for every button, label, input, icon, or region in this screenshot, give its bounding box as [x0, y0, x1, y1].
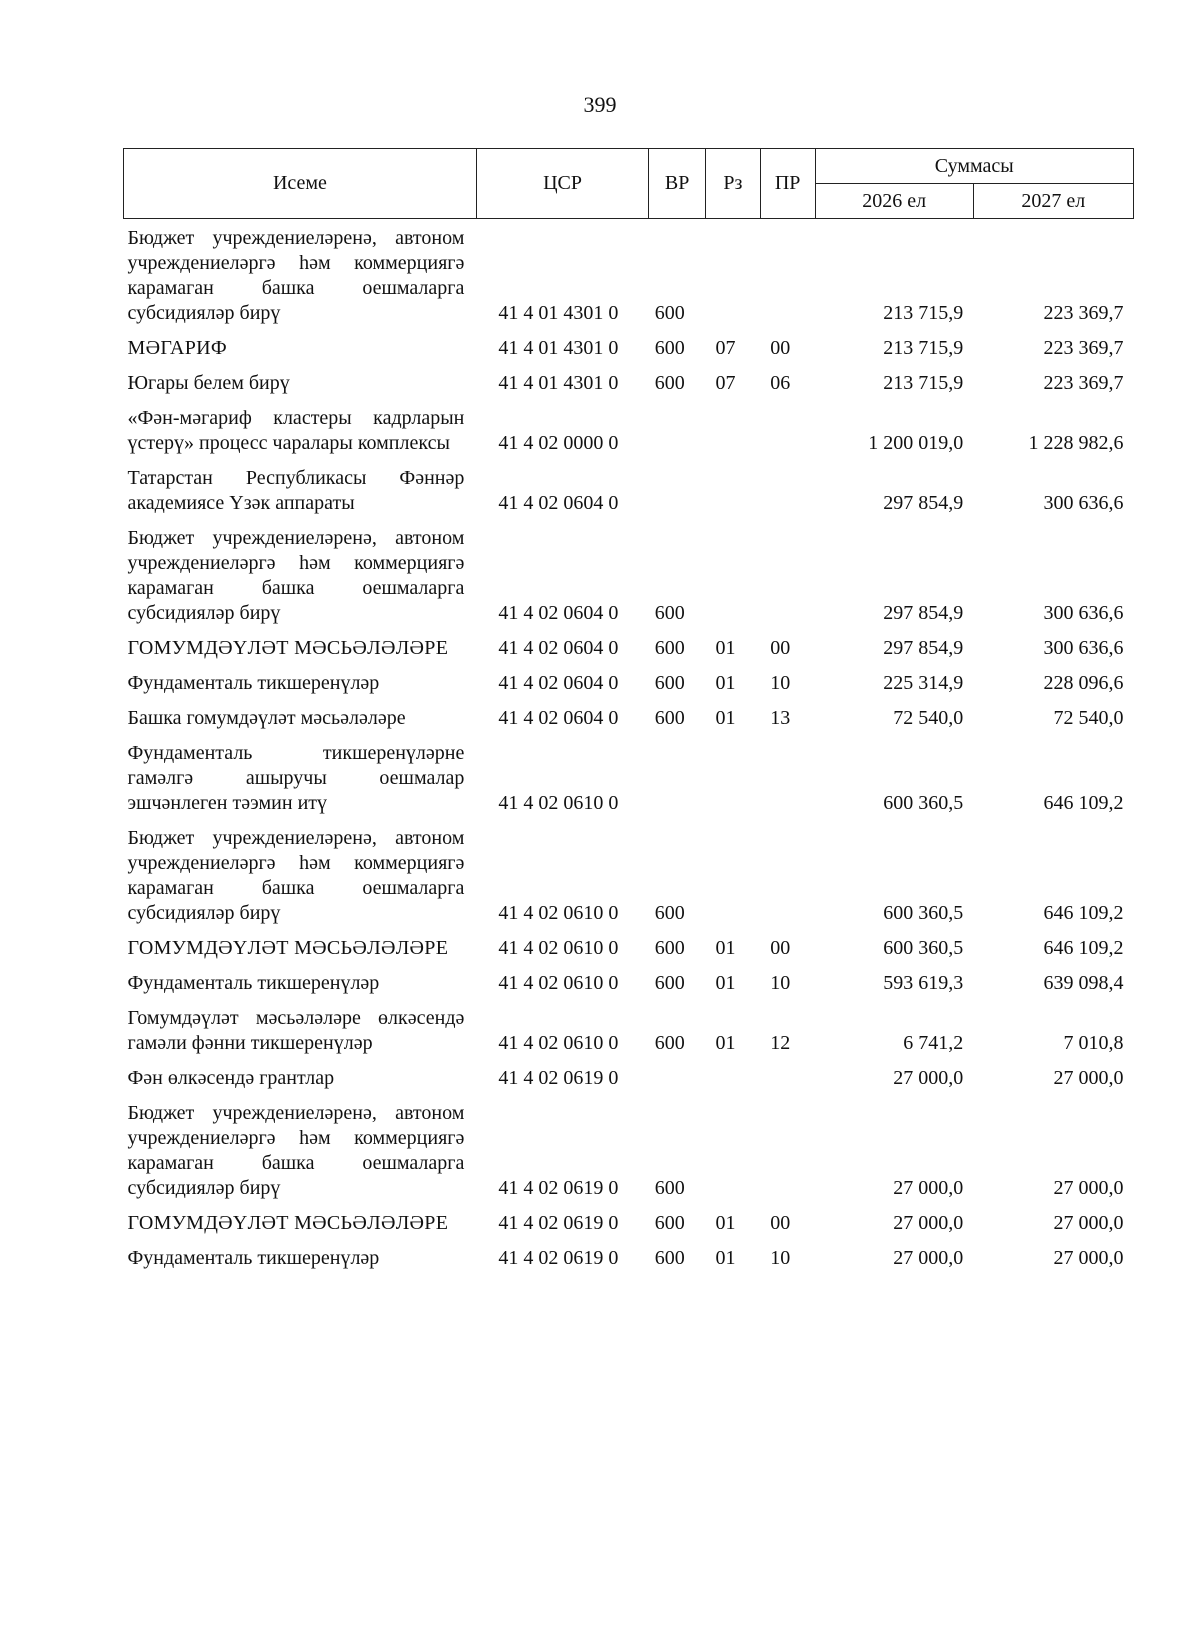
row-vr — [649, 734, 706, 819]
row-amount-2026: 27 000,0 — [893, 1067, 964, 1089]
header-sums: Суммасы — [815, 149, 1133, 184]
row-amount-2026: 297 854,9 — [883, 637, 964, 659]
row-pr: 10 — [770, 672, 791, 694]
row-name: Бюджет учреждениеләренә, автоном учреждениеләргә һәм коммерциягә карамаган башка оешмаларга субсидияләр бирү — [127, 227, 465, 324]
table-row — [124, 664, 1134, 699]
row-csr: 41 4 02 0604 0 — [498, 637, 619, 659]
row-vr — [649, 1059, 706, 1094]
table-header — [124, 149, 1134, 219]
table-row — [124, 1204, 1134, 1239]
row-pr — [760, 219, 815, 330]
row-rz: 01 — [715, 937, 736, 959]
table-row — [124, 999, 1134, 1059]
row-rz — [706, 459, 761, 519]
row-pr: 12 — [770, 1032, 791, 1054]
row-amount-2027: 646 109,2 — [1043, 902, 1124, 924]
row-amount-2026: 593 619,3 — [883, 972, 964, 994]
page-number: 399 — [583, 92, 617, 117]
row-amount-2026: 213 715,9 — [883, 302, 964, 324]
row-rz: 01 — [715, 1212, 736, 1234]
row-amount-2027: 223 369,7 — [1043, 372, 1124, 394]
table-body — [124, 219, 1134, 1275]
row-vr: 600 — [654, 637, 685, 659]
row-csr: 41 4 01 4301 0 — [498, 337, 619, 359]
row-amount-2026: 225 314,9 — [883, 672, 964, 694]
row-csr: 41 4 02 0604 0 — [498, 672, 619, 694]
row-name: Бюджет учреждениеләренә, автоном учреждениеләргә һәм коммерциягә карамаган башка оешмаларга субсидияләр бирү — [127, 827, 465, 924]
row-vr: 600 — [654, 937, 685, 959]
budget-table — [123, 148, 1134, 1274]
row-rz — [706, 734, 761, 819]
row-amount-2026: 6 741,2 — [903, 1032, 964, 1054]
row-pr: 13 — [770, 707, 791, 729]
row-pr — [760, 459, 815, 519]
table-row — [124, 699, 1134, 734]
header-year-2026: 2026 ел — [815, 184, 973, 219]
row-csr: 41 4 02 0610 0 — [498, 792, 619, 814]
table-row — [124, 819, 1134, 929]
row-name: Фундаменталь тикшеренүләрне гамәлгә ашыручы оешмалар эшчәнлеген тәэмин итү — [127, 742, 465, 814]
row-name: ГОМУМДӘҮЛӘТ МӘСЬӘЛӘЛӘРЕ — [127, 1212, 449, 1234]
row-name: Фундаменталь тикшеренүләр — [127, 672, 380, 694]
row-csr: 41 4 02 0619 0 — [498, 1212, 619, 1234]
row-vr: 600 — [654, 1212, 685, 1234]
row-csr: 41 4 01 4301 0 — [498, 372, 619, 394]
row-name: Фундаменталь тикшеренүләр — [127, 972, 380, 994]
row-name: Фән өлкәсендә грантлар — [127, 1067, 335, 1089]
row-amount-2026: 600 360,5 — [883, 902, 964, 924]
row-amount-2027: 646 109,2 — [1043, 792, 1124, 814]
row-csr: 41 4 02 0000 0 — [498, 432, 619, 454]
row-csr: 41 4 01 4301 0 — [498, 302, 619, 324]
row-amount-2026: 72 540,0 — [893, 707, 964, 729]
row-amount-2027: 27 000,0 — [1053, 1247, 1124, 1269]
row-rz: 01 — [715, 707, 736, 729]
row-vr — [649, 459, 706, 519]
row-amount-2027: 1 228 982,6 — [1028, 432, 1124, 454]
table-row — [124, 1239, 1134, 1274]
row-pr — [760, 399, 815, 459]
row-name: МӘГАРИФ — [127, 337, 228, 359]
row-amount-2027: 223 369,7 — [1043, 302, 1124, 324]
row-csr: 41 4 02 0604 0 — [498, 602, 619, 624]
table-row — [124, 519, 1134, 629]
row-rz — [706, 399, 761, 459]
row-vr: 600 — [654, 902, 685, 924]
row-rz: 07 — [715, 337, 736, 359]
row-amount-2026: 213 715,9 — [883, 337, 964, 359]
row-amount-2026: 213 715,9 — [883, 372, 964, 394]
row-amount-2026: 1 200 019,0 — [868, 432, 964, 454]
table-row — [124, 329, 1134, 364]
row-amount-2027: 27 000,0 — [1053, 1212, 1124, 1234]
row-amount-2027: 300 636,6 — [1043, 492, 1124, 514]
row-amount-2027: 72 540,0 — [1053, 707, 1124, 729]
row-amount-2026: 297 854,9 — [883, 492, 964, 514]
row-csr: 41 4 02 0610 0 — [498, 937, 619, 959]
row-csr: 41 4 02 0619 0 — [498, 1247, 619, 1269]
row-amount-2027: 7 010,8 — [1063, 1032, 1124, 1054]
table-row — [124, 219, 1134, 330]
row-pr — [760, 519, 815, 629]
table-row — [124, 364, 1134, 399]
header-vr: ВР — [649, 149, 706, 219]
row-rz — [706, 819, 761, 929]
row-amount-2026: 27 000,0 — [893, 1177, 964, 1199]
row-name: Фундаменталь тикшеренүләр — [127, 1247, 380, 1269]
row-rz — [706, 219, 761, 330]
row-name: Югары белем бирү — [127, 372, 290, 394]
row-name: Гомумдәүләт мәсьәләләре өлкәсендә гамәли фәнни тикшеренүләр — [127, 1007, 465, 1054]
row-amount-2026: 27 000,0 — [893, 1212, 964, 1234]
row-amount-2027: 27 000,0 — [1053, 1177, 1124, 1199]
row-pr: 10 — [770, 1247, 791, 1269]
row-vr: 600 — [654, 707, 685, 729]
header-rz: Рз — [706, 149, 761, 219]
row-name: «Фән-мәгариф кластеры кадрларын үстерү» процесс чаралары комплексы — [127, 407, 465, 454]
row-rz — [706, 1094, 761, 1204]
row-csr: 41 4 02 0610 0 — [498, 972, 619, 994]
row-vr: 600 — [654, 602, 685, 624]
row-name: ГОМУМДӘҮЛӘТ МӘСЬӘЛӘЛӘРЕ — [127, 937, 449, 959]
header-csr: ЦСР — [476, 149, 648, 219]
row-rz: 01 — [715, 672, 736, 694]
table-row — [124, 964, 1134, 999]
table-row — [124, 1059, 1134, 1094]
row-rz — [706, 1059, 761, 1094]
row-csr: 41 4 02 0619 0 — [498, 1067, 619, 1089]
header-pr: ПР — [760, 149, 815, 219]
row-amount-2027: 228 096,6 — [1043, 672, 1124, 694]
row-name: Бюджет учреждениеләренә, автоном учреждениеләргә һәм коммерциягә карамаган башка оешмаларга субсидияләр бирү — [127, 527, 465, 624]
table-row — [124, 734, 1134, 819]
row-pr: 00 — [770, 1212, 791, 1234]
row-vr: 600 — [654, 372, 685, 394]
table-row — [124, 459, 1134, 519]
row-pr: 06 — [770, 372, 791, 394]
row-vr — [649, 399, 706, 459]
row-vr: 600 — [654, 337, 685, 359]
row-csr: 41 4 02 0604 0 — [498, 492, 619, 514]
row-amount-2026: 297 854,9 — [883, 602, 964, 624]
row-pr: 00 — [770, 937, 791, 959]
table-row — [124, 629, 1134, 664]
row-vr: 600 — [654, 1177, 685, 1199]
row-rz: 01 — [715, 1032, 736, 1054]
row-amount-2027: 639 098,4 — [1043, 972, 1124, 994]
row-pr — [760, 819, 815, 929]
table-row — [124, 929, 1134, 964]
row-rz: 07 — [715, 372, 736, 394]
row-pr — [760, 1094, 815, 1204]
row-amount-2027: 223 369,7 — [1043, 337, 1124, 359]
row-name: ГОМУМДӘҮЛӘТ МӘСЬӘЛӘЛӘРЕ — [127, 637, 449, 659]
row-vr: 600 — [654, 672, 685, 694]
row-csr: 41 4 02 0604 0 — [498, 707, 619, 729]
row-amount-2027: 27 000,0 — [1053, 1067, 1124, 1089]
row-name: Бюджет учреждениеләренә, автоном учреждениеләргә һәм коммерциягә карамаган башка оешмаларга субсидияләр бирү — [127, 1102, 465, 1199]
table-row — [124, 1094, 1134, 1204]
row-amount-2027: 300 636,6 — [1043, 602, 1124, 624]
table-row — [124, 399, 1134, 459]
row-rz — [706, 519, 761, 629]
row-amount-2027: 646 109,2 — [1043, 937, 1124, 959]
row-amount-2026: 600 360,5 — [883, 937, 964, 959]
row-pr: 00 — [770, 337, 791, 359]
header-year-2027: 2027 ел — [973, 184, 1133, 219]
row-csr: 41 4 02 0619 0 — [498, 1177, 619, 1199]
row-vr: 600 — [654, 972, 685, 994]
row-vr: 600 — [654, 1247, 685, 1269]
row-rz: 01 — [715, 637, 736, 659]
row-name: Татарстан Республикасы Фәннәр академиясе Үзәк аппараты — [127, 467, 465, 514]
row-pr: 10 — [770, 972, 791, 994]
row-pr — [760, 1059, 815, 1094]
row-vr: 600 — [654, 302, 685, 324]
row-rz: 01 — [715, 1247, 736, 1269]
row-rz: 01 — [715, 972, 736, 994]
row-vr: 600 — [654, 1032, 685, 1054]
header-name: Исеме — [124, 149, 477, 219]
row-csr: 41 4 02 0610 0 — [498, 1032, 619, 1054]
row-pr — [760, 734, 815, 819]
row-name: Башка гомумдәүләт мәсьәләләре — [127, 707, 406, 729]
row-amount-2027: 300 636,6 — [1043, 637, 1124, 659]
row-amount-2026: 27 000,0 — [893, 1247, 964, 1269]
row-pr: 00 — [770, 637, 791, 659]
row-amount-2026: 600 360,5 — [883, 792, 964, 814]
row-csr: 41 4 02 0610 0 — [498, 902, 619, 924]
